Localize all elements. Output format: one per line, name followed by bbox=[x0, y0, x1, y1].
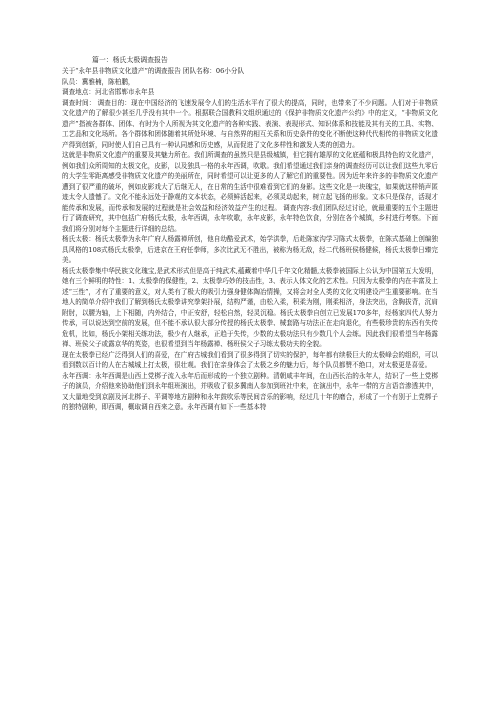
yang-taiji-culture-paragraph: 杨氏太极拳集中华民族文化瑰宝,是武术形式但是高于纯武术,蕴藏着中华几千年文化精髓,太极拳被国际上公认为中国第五大发明，她有三个鲜明的特性：1、太极拳的保健性，2、太极拳巧妙的技击性，3、表示人体文化的艺术性。只因为太极拳的内在丰富及上述“三性”，才有了重要的意义，对人类有了极大的吸引力强身健体陶冶情操，又将会对全人类的文化文明建设产生重要影响。在当地人的简单介绍中我们了解到杨氏太极拳讲究拳架扑展，结构严谨，由松入柔，积柔为刚，刚柔相济，身法突出，含胸拔背，沉肩附肘，以腰为轴，上下相随，内外结合，中正安舒，轻松自然，轻灵沉稳。杨氏太极拳自创立已发展170多年，经杨家四代人努力传承，可以说达到空前的发展，但不能不承认很大部分传授的杨氏太极拳、械套路与功法正在走向退化，有些极珍贵的东西有失传危机，比如，杨氏小架相关练功法，极少有人继承，正趋于失传，少数的太极功法只有少数几个人会练。因此我们很希望当年杨露禅、班侯父子或露京华的英姿，也很希望到当年杨露禅、杨班侯父子习练太极功夫的全貌。 bbox=[62, 266, 438, 348]
yongnian-xidiao-paragraph: 永年西调：永年西调是山西上党梆子流入永年后而形成的一个独立剧种。清朝咸丰年间，在山西长治的永年人，结识了一些上党梆子的演员，介绍他来协助他们到永年组班演出，并吸收了很多冀南人参加到班社中来，在演出中，永年一带的方言语音渗透其中，又大量地受到京剧及河北梆子、平调等地方剧种和永年鼓吹乐等民间音乐的影响，经过几十年的磨合，形成了一个有别于上党梆子的独特剧种，即西调，概取调自西来之意。永年西调有如下一些基本特 bbox=[62, 371, 438, 411]
survey-location-line: 调查地点：河北省邯郸市永年县 bbox=[62, 88, 155, 96]
survey-purpose-paragraph: 调查时间： 调查目的：现在中国经济的飞速发展令人们的生活水平有了很大的提高，同时，也带来了不少问题。人们对于非物质文化遗产的了解很少甚至几乎没有其中一个。根据联合国教科文组织通过的《保护非物质文化遗产公约》中的定义，“非物质文化遗产”指被各群体、团体、有时为个人所视为其文化遗产的各种实践、表演、表现形式、知识体系和技能及其有关的工具、实物、工艺品和文化场所。各个群体和团体随着其所处环境、与自然界的相互关系和历史条件的变化不断使这种代代相传的非物质文化遗产得到创新，同时使人们自己具有一种认同感和历史感，从而促进了文化多样性和激发人类的创造力。 bbox=[62, 98, 438, 149]
taiji-today-paragraph: 现在太极拳已经广泛得到人们的喜爱，在广府古城我们看到了很多得到了切实的保护，每年都有续极巨大的太极峰会的组织，可以看到数以百计的人在古城城上打太极，很壮观。我们在亲身体会了太极之乡的魅力后，每个队员都赞不绝口，对太极更是喜爱。 bbox=[62, 350, 438, 369]
yang-taiji-intro-paragraph: 杨氏太极：杨氏太极拳为永年广府人杨露禅所创，他自幼酷爱武术，始学洪拳，后赴陈家沟学习陈式太极拳，在陈式基础上创编独具风格的108式杨氏太极拳，后进京在王府任拳师，多次比武无不胜出，被称为杨无敌，经二代杨班侯杨健候，杨氏太极拳日臻完美。 bbox=[62, 235, 438, 264]
document-title: 篇一：杨氏太极调查报告 bbox=[92, 56, 168, 64]
report-title-line: 关于“永年县非物质文化遗产”的调查报告 团队名称：06小分队 bbox=[62, 67, 245, 75]
team-members-line: 队员：冀雅楠，陈柏鹏， bbox=[62, 77, 135, 86]
survey-content-paragraph: 这就是非物质文化遗产的重要及其魅力所在。我们所调查的虽然只是县级城镇，但它拥有雄厚的文化底蕴和极具特色的文化遗产，例如我们众所周知的太极文化，皮影，以及独具一格的永年西调，吹歌。我们希望通过我们亲身的调查经历可以让我们这些九零后的大学生零距离感受非物质文化遗产的美丽所在，同时希望可以让更多的人了解它们的重要性。因为近年来许多的非物质文化遗产遭到了很严重的破坏，例如皮影戏大了后继无人，在日常的生活中很难看到它们的身影。这些文化是一块瑰宝，如果就这样销声匿迹太令人遗憾了。文化不能永远处于静观的文本状态，必须鲜活起来，必须灵动起来，树立起飞扬的形象。文本只是保存，活现才能传承和发展，而传承和发展的过程就是社会效益和经济效益产生的过程。 调查内容:我们团队经过讨论，就最重要的五个主题进行了调查研究，其中包括广府杨氏太极，永年西调，永年吹歌，永年皮影，永年特色饮食，分别在各个城镇，乡村进行考察。下面我们将分别对每个主题进行详细的总结。 bbox=[62, 151, 438, 233]
